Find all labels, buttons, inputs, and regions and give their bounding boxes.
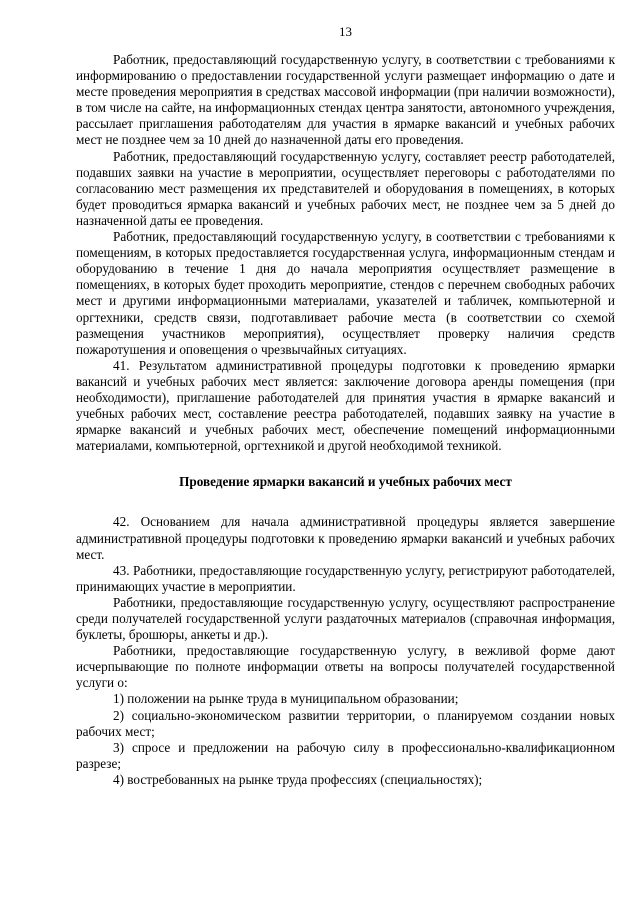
section-conduct [76,514,615,788]
paragraph: Работники, предоставляющие государственную услугу, в вежливой форме дают исчерпывающие по полноте информации ответы на вопросы получателей государственной услуги о: [76,643,615,691]
list-item: 4) востребованных на рынке труда профессиях (специальностях); [113,771,483,787]
paragraph: 41. Результатом административной процедуры подготовки к проведению ярмарки вакансий и учебных рабочих мест является: заключение договора аренды помещения (при необходимости), приглашение работодателей для принятия участия в ярмарке вакансий и учебных рабочих мест, составление реестра работодателей, подавших заявку на участие в ярмарке вакансий и учебных рабочих мест, обеспечение помещений информационными материалами, компьютерной, оргтехникой и другой необходимой техникой. [76,357,615,454]
page-number: 13 [339,24,352,39]
paragraph: Работник, предоставляющий государственную услугу, в соответствии с требованиями к помещениям, в которых предоставляется государственная услуга, информационным стендам и оборудованию в течение 1 дня до начала мероприятия осуществляет размещение в помещениях, в которых будет проходить мероприятие, стендов с перечнем свободных рабочих мест и другими информационными материалами, указателей и табличек, компьютерной и оргтехники, средств связи, подготавливает рабочие места (в соответствии со схемой размещения участников мероприятия), осуществляет проверку наличия средств пожаротушения и оповещения о чрезвычайных ситуациях. [76,229,615,357]
paragraph: 42. Основанием для начала административной процедуры является завершение административной процедуры подготовки к проведению ярмарки вакансий и учебных рабочих мест. [76,514,615,562]
list-item: 2) социально-экономическом развитии территории, о планируемом создании новых рабочих мест; [76,707,615,739]
paragraph: Работник, предоставляющий государственную услугу, составляет реестр работодателей, подавших заявки на участие в мероприятии, осуществляет переговоры с работодателями по согласованию мест размещения их представителей и оборудования в помещениях, в которых будет проводиться ярмарка вакансий и учебных рабочих мест, не позднее чем за 5 дней до назначенной даты ее проведения. [76,148,615,228]
paragraph: Работник, предоставляющий государственную услугу, в соответствии с требованиями к информированию о предоставлении государственной услуги размещает информацию о дате и месте проведения мероприятия в средствах массовой информации (при наличии возможности), в том числе на сайте, на информационных стендах центра занятости, автономного учреждения, рассылает приглашения работодателям для участия в ярмарке вакансий и учебных рабочих мест не позднее чем за 10 дней до назначенной даты его проведения. [76,52,615,148]
list-item: 1) положении на рынке труда в муниципальном образовании; [113,691,459,707]
paragraph: Работники, предоставляющие государственную услугу, осуществляют распространение среди получателей государственной услуги раздаточных материалов (справочная информация, буклеты, брошюры, анкеты и др.). [76,594,615,643]
section-heading: Проведение ярмарки вакансий и учебных рабочих мест [179,474,512,490]
section-preparation [76,52,615,454]
list-item: 3) спросе и предложении на рабочую силу в профессионально-квалификационном разрезе; [76,739,615,771]
paragraph: 43. Работники, предоставляющие государственную услугу, регистрируют работодателей, принимающих участие в мероприятии. [76,562,615,594]
